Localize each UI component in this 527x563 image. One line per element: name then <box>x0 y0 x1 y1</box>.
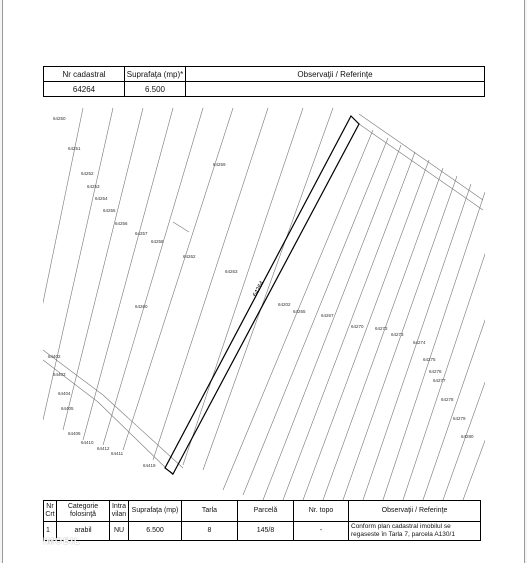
parcel-label-64272: 64272 <box>375 326 388 331</box>
parcel-label-64258: 64258 <box>151 239 164 244</box>
cell-suprafata: 6.500 <box>125 82 186 97</box>
parcel-boundary <box>123 108 233 450</box>
parcel-label-64253: 64253 <box>87 184 100 189</box>
parcel-label-64256: 64256 <box>115 221 128 226</box>
cell-intravilan: NU <box>110 522 129 541</box>
parcel-label-64402: 64402 <box>48 354 61 359</box>
cadastral-map <box>43 100 485 500</box>
col-nr-topo: Nr. topo <box>294 501 349 522</box>
parcel-label-64412: 64412 <box>97 446 110 451</box>
table-header-row <box>44 67 485 82</box>
parcel-boundary <box>63 108 143 430</box>
parcel-label-64270: 64270 <box>351 324 364 329</box>
parcel-label-64267: 64267 <box>321 313 334 318</box>
parcel-label-64254: 64254 <box>95 196 108 201</box>
cadastral-summary-table <box>43 66 485 97</box>
cell-nr-crt: 1 <box>44 522 57 541</box>
parcel-divider <box>173 222 189 232</box>
cell-tarla: 8 <box>182 522 238 541</box>
parcel-label-64406: 64406 <box>68 431 81 436</box>
parcel-label-64262: 64262 <box>183 254 196 259</box>
parcel-label-64403: 64403 <box>53 372 66 377</box>
parcel-label-64410: 64410 <box>81 440 94 445</box>
parcel-label-64280: 64280 <box>461 434 474 439</box>
parcel-label-64260: 64260 <box>135 304 148 309</box>
parcel-label-64257: 64257 <box>135 231 148 236</box>
parcel-label-64276: 64276 <box>429 369 442 374</box>
parcel-boundary <box>303 160 429 500</box>
document-sheet <box>2 0 525 563</box>
col-nr-crt: Nr Crt <box>44 501 57 522</box>
parcel-boundary <box>383 192 485 500</box>
road-edge <box>98 402 173 475</box>
cell-nr-cadastral: 64264 <box>44 82 125 97</box>
parcel-label-64274: 64274 <box>413 340 426 345</box>
col-tarla: Tarla <box>182 501 238 522</box>
table-row <box>44 522 481 541</box>
parcel-label-64251: 64251 <box>68 146 81 151</box>
highlighted-parcel-label: 64264 <box>252 280 266 298</box>
parcel-boundary <box>243 138 388 495</box>
col-observatii: Observaţii / Referinţe <box>186 67 485 82</box>
col-nr-cadastral: Nr cadastral <box>44 67 125 82</box>
cell-observatii: Conform plan cadastral imobilul se regaseste în Tarla 7, parcela A130/1 <box>349 522 481 541</box>
watermark-logo: IMOBIL <box>43 536 81 546</box>
parcel-label-64273: 64273 <box>391 332 404 337</box>
parcel-boundary <box>283 152 415 500</box>
parcel-map-drawing <box>43 100 485 500</box>
parcel-boundary <box>103 108 203 445</box>
cell-observatii <box>186 82 485 97</box>
parcel-label-64202: 64202 <box>278 302 291 307</box>
parcel-label-64411: 64411 <box>111 451 124 456</box>
parcel-top-border <box>359 124 483 210</box>
parcel-label-64405: 64405 <box>61 406 74 411</box>
parcel-boundary <box>323 168 443 500</box>
parcel-label-64419: 64419 <box>143 463 156 468</box>
parcel-label-64250: 64250 <box>53 116 66 121</box>
parcel-label-64259: 64259 <box>213 162 226 167</box>
col-suprafata: Suprafaţa (mp)* <box>125 67 186 82</box>
cell-suprafata: 6.500 <box>129 522 182 541</box>
cell-parcela: 145/8 <box>238 522 294 541</box>
parcel-top-border <box>359 114 483 200</box>
parcel-label-64255: 64255 <box>103 208 116 213</box>
highlighted-parcel-64264[interactable] <box>165 116 359 474</box>
land-use-table <box>43 500 481 541</box>
col-categorie: Categorie folosinţă <box>57 501 110 522</box>
parcel-boundary <box>183 108 303 465</box>
table-row <box>44 82 485 97</box>
parcel-label-64252: 64252 <box>81 171 94 176</box>
parcel-label-64275: 64275 <box>423 357 436 362</box>
cell-nr-topo: - <box>294 522 349 541</box>
parcel-boundary <box>263 145 401 500</box>
col-parcela: Parcelă <box>238 501 294 522</box>
col-observatii: Observaţii / Referinţe <box>349 501 481 522</box>
parcel-label-64277: 64277 <box>433 378 446 383</box>
col-suprafata: Suprafaţa (mp) <box>129 501 182 522</box>
col-intravilan: Intra vilan <box>110 501 129 522</box>
parcel-label-64265: 64265 <box>293 309 306 314</box>
parcel-label-64278: 64278 <box>441 397 454 402</box>
parcel-boundary <box>153 108 268 460</box>
parcel-label-64263: 64263 <box>225 269 238 274</box>
parcel-boundary <box>463 230 485 500</box>
table-header-row <box>44 501 481 522</box>
parcel-label-64279: 64279 <box>453 416 466 421</box>
parcel-boundary <box>423 210 485 500</box>
cell-categorie: arabil <box>57 522 110 541</box>
parcel-label-64404: 64404 <box>58 391 71 396</box>
